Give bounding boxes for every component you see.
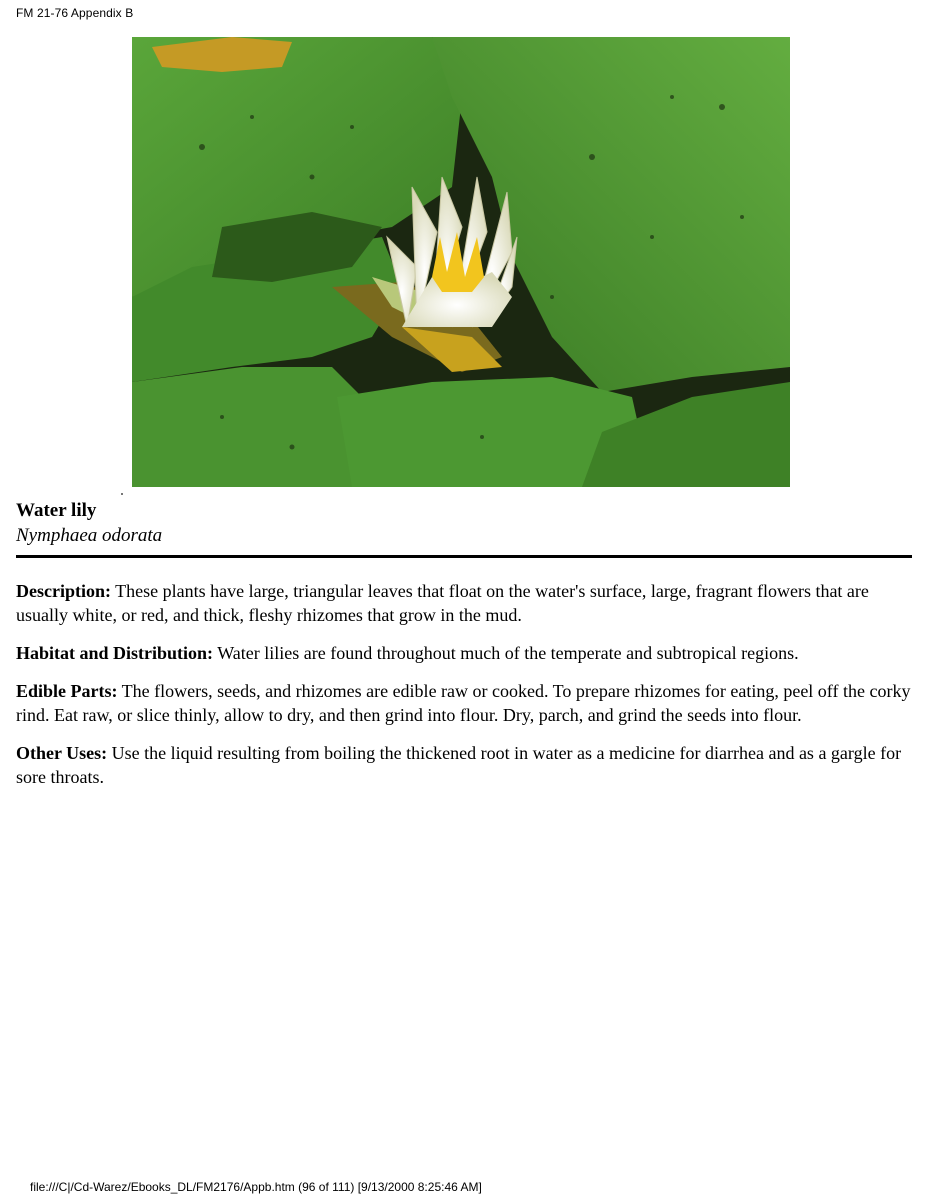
water-lily-illustration <box>132 37 790 487</box>
edible-parts-text: The flowers, seeds, and rhizomes are edible raw or cooked. To prepare rhizomes for eating, peel off the corky rind. Eat raw, or slice thinly, allow to dry, and then grind into flour. Dry, parch, and grind the seeds into flour. <box>16 681 911 725</box>
edible-parts-paragraph <box>16 679 916 727</box>
habitat-paragraph <box>16 641 916 665</box>
description-label: Description: <box>16 581 111 601</box>
plant-common-name: Water lily <box>16 500 97 521</box>
other-uses-label: Other Uses: <box>16 743 108 763</box>
plant-scientific-name: Nymphaea odorata <box>16 525 163 546</box>
edible-parts-label: Edible Parts: <box>16 681 118 701</box>
other-uses-paragraph <box>16 741 916 789</box>
habitat-label: Habitat and Distribution: <box>16 643 214 663</box>
habitat-text: Water lilies are found throughout much of the temperate and subtropical regions. <box>213 643 799 663</box>
running-header: FM 21-76 Appendix B <box>16 6 134 20</box>
running-footer: file:///C|/Cd-Warez/Ebooks_DL/FM2176/Appb.htm (96 of 111) [9/13/2000 8:25:46 AM] <box>30 1180 482 1194</box>
scan-speck <box>121 493 123 495</box>
plant-description-body <box>16 579 916 803</box>
horizontal-rule <box>16 555 912 558</box>
description-paragraph <box>16 579 916 627</box>
other-uses-text: Use the liquid resulting from boiling the thickened root in water as a medicine for diarrhea and as a gargle for sore throats. <box>16 743 902 787</box>
water-lily-photo <box>132 37 790 487</box>
description-text: These plants have large, triangular leaves that float on the water's surface, large, fragrant flowers that are usually white, or red, and thick, fleshy rhizomes that grow in the mud. <box>16 581 869 625</box>
